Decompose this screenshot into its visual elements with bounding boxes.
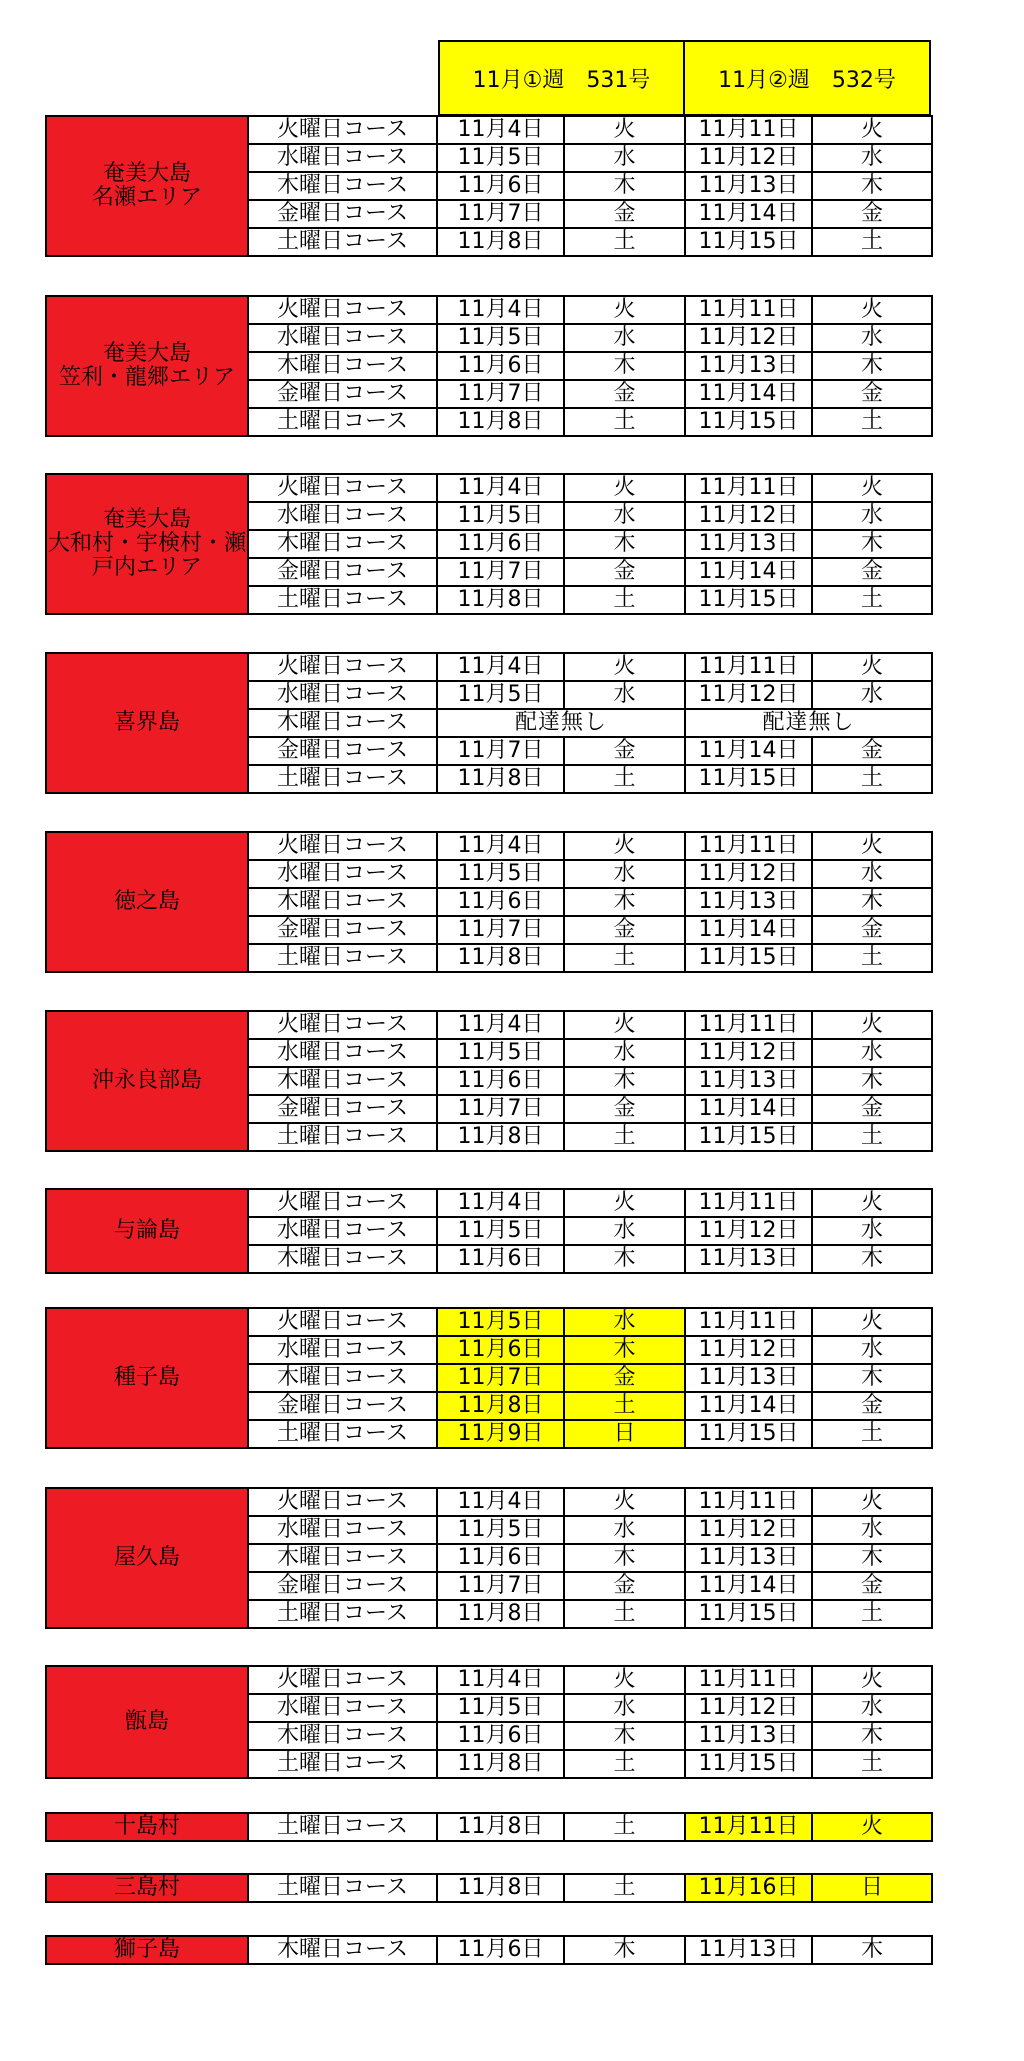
course-cell: 水曜日コース	[248, 1336, 437, 1364]
week2-weekday-cell: 木	[812, 1067, 932, 1095]
week2-weekday-cell: 金	[812, 916, 932, 944]
week2-weekday-cell: 土	[812, 1420, 932, 1448]
week2-date-cell: 11月13日	[685, 1936, 812, 1964]
week1-date-cell: 11月4日	[437, 1488, 564, 1516]
week2-weekday-cell: 金	[812, 1392, 932, 1420]
week2-weekday-cell: 水	[812, 681, 932, 709]
course-cell: 火曜日コース	[248, 1666, 437, 1694]
week1-date-cell: 11月5日	[437, 860, 564, 888]
week2-date-cell: 11月11日	[685, 296, 812, 324]
table-row	[46, 1874, 932, 1902]
course-cell: 木曜日コース	[248, 1544, 437, 1572]
week2-date-cell: 11月11日	[685, 1666, 812, 1694]
week1-weekday-cell: 水	[564, 860, 685, 888]
week1-date-cell: 11月7日	[437, 1572, 564, 1600]
week1-date-cell: 11月6日	[437, 1722, 564, 1750]
week1-date-cell: 11月6日	[437, 1544, 564, 1572]
week1-date-cell: 11月6日	[437, 1067, 564, 1095]
week2-weekday-cell: 木	[812, 1936, 932, 1964]
week2-date-cell: 11月13日	[685, 530, 812, 558]
week1-date-cell: 11月5日	[437, 144, 564, 172]
week2-weekday-cell: 土	[812, 1123, 932, 1151]
week2-date-cell: 11月11日	[685, 1308, 812, 1336]
week1-date-cell: 11月8日	[437, 408, 564, 436]
course-cell: 金曜日コース	[248, 916, 437, 944]
week1-date-cell: 11月6日	[437, 530, 564, 558]
course-cell: 土曜日コース	[248, 765, 437, 793]
course-cell: 土曜日コース	[248, 1420, 437, 1448]
week1-weekday-cell: 金	[564, 200, 685, 228]
area-name-cell: 奄美大島 大和村・宇検村・瀬戸内エリア	[46, 474, 248, 614]
area-name-cell: 三島村	[46, 1874, 248, 1902]
week1-weekday-cell: 火	[564, 1488, 685, 1516]
week1-weekday-cell: 火	[564, 116, 685, 144]
course-cell: 金曜日コース	[248, 558, 437, 586]
week1-weekday-cell: 木	[564, 1245, 685, 1273]
week2-date-cell: 11月16日	[685, 1874, 812, 1902]
week1-weekday-cell: 木	[564, 1936, 685, 1964]
week2-date-cell: 11月12日	[685, 1516, 812, 1544]
week2-weekday-cell: 土	[812, 1750, 932, 1778]
week1-date-cell: 11月5日	[437, 502, 564, 530]
week2-weekday-cell: 水	[812, 502, 932, 530]
week2-weekday-cell: 火	[812, 653, 932, 681]
week1-weekday-cell: 土	[564, 586, 685, 614]
week2-weekday-cell: 木	[812, 888, 932, 916]
week2-date-cell: 11月15日	[685, 1600, 812, 1628]
table-row	[46, 116, 932, 144]
course-cell: 土曜日コース	[248, 408, 437, 436]
course-cell: 土曜日コース	[248, 944, 437, 972]
table-row	[46, 653, 932, 681]
course-cell: 土曜日コース	[248, 1123, 437, 1151]
week1-date-cell: 11月6日	[437, 1936, 564, 1964]
area-schedule-table	[45, 831, 933, 973]
week2-weekday-cell: 木	[812, 1544, 932, 1572]
course-cell: 金曜日コース	[248, 737, 437, 765]
week1-header: 11月①週 531号	[438, 40, 685, 116]
week2-weekday-cell: 日	[812, 1874, 932, 1902]
course-cell: 火曜日コース	[248, 474, 437, 502]
week2-date-cell: 11月13日	[685, 1544, 812, 1572]
week1-date-cell: 11月6日	[437, 172, 564, 200]
week2-date-cell: 11月15日	[685, 765, 812, 793]
week2-weekday-cell: 火	[812, 1189, 932, 1217]
week1-date-cell: 11月8日	[437, 1600, 564, 1628]
week2-weekday-cell: 水	[812, 1694, 932, 1722]
course-cell: 木曜日コース	[248, 888, 437, 916]
week2-date-cell: 11月14日	[685, 200, 812, 228]
week2-date-cell: 11月14日	[685, 380, 812, 408]
week1-date-cell: 11月7日	[437, 1364, 564, 1392]
week2-date-cell: 11月15日	[685, 586, 812, 614]
area-schedule-table	[45, 1873, 933, 1903]
week1-date-cell: 11月8日	[437, 765, 564, 793]
week2-date-cell: 11月15日	[685, 408, 812, 436]
course-cell: 水曜日コース	[248, 144, 437, 172]
area-schedule-table	[45, 473, 933, 615]
week1-date-cell: 11月5日	[437, 681, 564, 709]
course-cell: 金曜日コース	[248, 1095, 437, 1123]
week2-weekday-cell: 土	[812, 586, 932, 614]
course-cell: 木曜日コース	[248, 1936, 437, 1964]
week1-date-cell: 11月4日	[437, 116, 564, 144]
week2-date-cell: 11月14日	[685, 1572, 812, 1600]
week2-weekday-cell: 土	[812, 228, 932, 256]
week2-date-cell: 11月11日	[685, 1011, 812, 1039]
course-cell: 土曜日コース	[248, 1813, 437, 1841]
week2-weekday-cell: 木	[812, 530, 932, 558]
week2-weekday-cell: 金	[812, 380, 932, 408]
week1-date-cell: 11月6日	[437, 888, 564, 916]
week1-date-cell: 11月6日	[437, 1336, 564, 1364]
week2-date-cell: 11月12日	[685, 860, 812, 888]
week2-date-cell: 11月11日	[685, 1813, 812, 1841]
week2-weekday-cell: 火	[812, 1666, 932, 1694]
week2-date-cell: 11月12日	[685, 1336, 812, 1364]
area-name-cell: 与論島	[46, 1189, 248, 1273]
week1-weekday-cell: 火	[564, 1011, 685, 1039]
week1-date-cell: 11月8日	[437, 944, 564, 972]
table-row	[46, 1189, 932, 1217]
week2-date-cell: 11月15日	[685, 1420, 812, 1448]
course-cell: 木曜日コース	[248, 352, 437, 380]
week2-weekday-cell: 木	[812, 1722, 932, 1750]
week2-weekday-cell: 木	[812, 1364, 932, 1392]
week2-weekday-cell: 火	[812, 474, 932, 502]
week2-date-cell: 11月13日	[685, 1067, 812, 1095]
table-row	[46, 1813, 932, 1841]
area-schedule-table	[45, 1010, 933, 1152]
course-cell: 水曜日コース	[248, 324, 437, 352]
course-cell: 火曜日コース	[248, 1488, 437, 1516]
week2-weekday-cell: 水	[812, 1516, 932, 1544]
week1-weekday-cell: 火	[564, 296, 685, 324]
course-cell: 水曜日コース	[248, 502, 437, 530]
week1-date-cell: 11月9日	[437, 1420, 564, 1448]
week2-date-cell: 11月13日	[685, 352, 812, 380]
course-cell: 木曜日コース	[248, 709, 437, 737]
week2-date-cell: 11月12日	[685, 681, 812, 709]
week2-date-cell: 11月12日	[685, 324, 812, 352]
week1-date-cell: 11月4日	[437, 1666, 564, 1694]
course-cell: 火曜日コース	[248, 1189, 437, 1217]
course-cell: 水曜日コース	[248, 1516, 437, 1544]
week2-date-cell: 11月12日	[685, 1694, 812, 1722]
week1-weekday-cell: 水	[564, 502, 685, 530]
area-schedule-table	[45, 295, 933, 437]
week1-date-cell: 11月8日	[437, 1392, 564, 1420]
week1-weekday-cell: 水	[564, 1516, 685, 1544]
week2-date-cell: 11月11日	[685, 474, 812, 502]
week1-weekday-cell: 水	[564, 144, 685, 172]
course-cell: 土曜日コース	[248, 228, 437, 256]
course-cell: 木曜日コース	[248, 1245, 437, 1273]
table-row	[46, 474, 932, 502]
course-cell: 土曜日コース	[248, 586, 437, 614]
week1-date-cell: 11月7日	[437, 737, 564, 765]
week1-date-cell: 11月7日	[437, 380, 564, 408]
area-name-cell: 喜界島	[46, 653, 248, 793]
week2-weekday-cell: 土	[812, 1600, 932, 1628]
week1-date-cell: 11月7日	[437, 558, 564, 586]
week2-date-cell: 11月11日	[685, 653, 812, 681]
area-schedule-table	[45, 1665, 933, 1779]
area-name-cell: 獅子島	[46, 1936, 248, 1964]
course-cell: 火曜日コース	[248, 296, 437, 324]
week1-weekday-cell: 火	[564, 832, 685, 860]
area-name-cell: 屋久島	[46, 1488, 248, 1628]
week2-date-cell: 11月11日	[685, 832, 812, 860]
week2-weekday-cell: 金	[812, 200, 932, 228]
week2-weekday-cell: 金	[812, 737, 932, 765]
week2-weekday-cell: 水	[812, 144, 932, 172]
week2-weekday-cell: 木	[812, 1245, 932, 1273]
course-cell: 火曜日コース	[248, 653, 437, 681]
area-schedule-table	[45, 1935, 933, 1965]
week2-date-cell: 11月12日	[685, 144, 812, 172]
week2-weekday-cell: 水	[812, 1217, 932, 1245]
week1-date-cell: 11月8日	[437, 1750, 564, 1778]
week1-weekday-cell: 金	[564, 916, 685, 944]
week1-date-cell: 11月7日	[437, 916, 564, 944]
week1-date-cell: 11月5日	[437, 1694, 564, 1722]
course-cell: 火曜日コース	[248, 1011, 437, 1039]
area-schedule-table	[45, 1307, 933, 1449]
week2-date-cell: 11月14日	[685, 1392, 812, 1420]
week1-date-cell: 11月8日	[437, 228, 564, 256]
week1-date-cell: 11月5日	[437, 1516, 564, 1544]
table-row	[46, 296, 932, 324]
week1-weekday-cell: 木	[564, 172, 685, 200]
week2-date-cell: 11月13日	[685, 1364, 812, 1392]
week1-weekday-cell: 木	[564, 1544, 685, 1572]
week1-weekday-cell: 水	[564, 681, 685, 709]
course-cell: 水曜日コース	[248, 1694, 437, 1722]
week2-date-cell: 11月15日	[685, 228, 812, 256]
week1-weekday-cell: 水	[564, 1308, 685, 1336]
week1-weekday-cell: 土	[564, 1813, 685, 1841]
week1-weekday-cell: 土	[564, 1392, 685, 1420]
week1-date-cell: 11月6日	[437, 352, 564, 380]
week1-weekday-cell: 水	[564, 1039, 685, 1067]
week2-weekday-cell: 土	[812, 944, 932, 972]
week1-weekday-cell: 土	[564, 1600, 685, 1628]
week1-date-cell: 11月5日	[437, 1308, 564, 1336]
week2-date-cell: 11月11日	[685, 1189, 812, 1217]
table-row	[46, 832, 932, 860]
course-cell: 土曜日コース	[248, 1750, 437, 1778]
week1-weekday-cell: 土	[564, 944, 685, 972]
week1-weekday-cell: 土	[564, 1123, 685, 1151]
week1-date-cell: 11月4日	[437, 474, 564, 502]
week1-weekday-cell: 火	[564, 1189, 685, 1217]
week2-date-cell: 11月13日	[685, 1722, 812, 1750]
week1-date-cell: 11月7日	[437, 1095, 564, 1123]
week2-date-cell: 11月13日	[685, 888, 812, 916]
week1-weekday-cell: 土	[564, 408, 685, 436]
course-cell: 木曜日コース	[248, 1364, 437, 1392]
week2-weekday-cell: 水	[812, 1336, 932, 1364]
week1-weekday-cell: 土	[564, 228, 685, 256]
table-row	[46, 1488, 932, 1516]
area-name-cell: 種子島	[46, 1308, 248, 1448]
course-cell: 金曜日コース	[248, 200, 437, 228]
course-cell: 土曜日コース	[248, 1874, 437, 1902]
week1-weekday-cell: 土	[564, 765, 685, 793]
week1-weekday-cell: 木	[564, 888, 685, 916]
week1-weekday-cell: 水	[564, 324, 685, 352]
week2-date-cell: 11月13日	[685, 1245, 812, 1273]
course-cell: 火曜日コース	[248, 832, 437, 860]
week2-weekday-cell: 金	[812, 1095, 932, 1123]
week1-weekday-cell: 土	[564, 1874, 685, 1902]
week2-header: 11月②週 532号	[683, 40, 931, 116]
area-schedule-table	[45, 1487, 933, 1629]
week2-date-cell: 11月14日	[685, 737, 812, 765]
course-cell: 水曜日コース	[248, 860, 437, 888]
course-cell: 火曜日コース	[248, 116, 437, 144]
course-cell: 水曜日コース	[248, 1217, 437, 1245]
week1-weekday-cell: 土	[564, 1750, 685, 1778]
week1-weekday-cell: 木	[564, 1336, 685, 1364]
area-name-cell: 徳之島	[46, 832, 248, 972]
table-row	[46, 1666, 932, 1694]
week2-weekday-cell: 金	[812, 1572, 932, 1600]
course-cell: 木曜日コース	[248, 172, 437, 200]
week1-date-cell: 11月7日	[437, 200, 564, 228]
week1-weekday-cell: 木	[564, 1067, 685, 1095]
week2-date-cell: 11月12日	[685, 1039, 812, 1067]
area-name-cell: 甑島	[46, 1666, 248, 1778]
week2-weekday-cell: 土	[812, 765, 932, 793]
course-cell: 木曜日コース	[248, 1722, 437, 1750]
week1-date-cell: 11月5日	[437, 1039, 564, 1067]
week1-date-cell: 11月8日	[437, 1874, 564, 1902]
course-cell: 木曜日コース	[248, 530, 437, 558]
area-schedule-table	[45, 1812, 933, 1842]
area-schedule-table	[45, 1188, 933, 1274]
week2-date-cell: 11月14日	[685, 558, 812, 586]
week2-weekday-cell: 水	[812, 860, 932, 888]
table-row	[46, 1011, 932, 1039]
week1-weekday-cell: 金	[564, 1095, 685, 1123]
week1-date-cell: 11月5日	[437, 1217, 564, 1245]
area-name-cell: 奄美大島 笠利・龍郷エリア	[46, 296, 248, 436]
week1-weekday-cell: 水	[564, 1217, 685, 1245]
week2-weekday-cell: 火	[812, 832, 932, 860]
week1-date-cell: 11月4日	[437, 296, 564, 324]
week1-date-cell: 11月4日	[437, 653, 564, 681]
week2-weekday-cell: 水	[812, 324, 932, 352]
week1-weekday-cell: 金	[564, 1364, 685, 1392]
course-cell: 水曜日コース	[248, 681, 437, 709]
week1-weekday-cell: 火	[564, 1666, 685, 1694]
week1-weekday-cell: 木	[564, 530, 685, 558]
area-schedule-table	[45, 115, 933, 257]
week1-weekday-cell: 火	[564, 653, 685, 681]
week2-date-cell: 11月12日	[685, 1217, 812, 1245]
no-delivery-cell: 配達無し	[437, 709, 685, 737]
course-cell: 水曜日コース	[248, 1039, 437, 1067]
area-schedule-table	[45, 652, 933, 794]
week1-date-cell: 11月5日	[437, 324, 564, 352]
week2-date-cell: 11月15日	[685, 944, 812, 972]
area-name-cell: 沖永良部島	[46, 1011, 248, 1151]
week2-weekday-cell: 土	[812, 408, 932, 436]
course-cell: 金曜日コース	[248, 1392, 437, 1420]
week2-date-cell: 11月11日	[685, 1488, 812, 1516]
week2-date-cell: 11月14日	[685, 916, 812, 944]
week2-weekday-cell: 火	[812, 1011, 932, 1039]
course-cell: 金曜日コース	[248, 380, 437, 408]
week1-date-cell: 11月6日	[437, 1245, 564, 1273]
week1-weekday-cell: 金	[564, 380, 685, 408]
week2-weekday-cell: 火	[812, 296, 932, 324]
week1-weekday-cell: 木	[564, 1722, 685, 1750]
week1-date-cell: 11月8日	[437, 1813, 564, 1841]
week2-weekday-cell: 火	[812, 1488, 932, 1516]
area-name-cell: 十島村	[46, 1813, 248, 1841]
week2-date-cell: 11月11日	[685, 116, 812, 144]
table-row	[46, 1936, 932, 1964]
week1-weekday-cell: 金	[564, 1572, 685, 1600]
week1-weekday-cell: 日	[564, 1420, 685, 1448]
week2-date-cell: 11月15日	[685, 1123, 812, 1151]
week1-date-cell: 11月8日	[437, 1123, 564, 1151]
week2-date-cell: 11月13日	[685, 172, 812, 200]
course-cell: 火曜日コース	[248, 1308, 437, 1336]
week2-weekday-cell: 金	[812, 558, 932, 586]
no-delivery-cell: 配達無し	[685, 709, 932, 737]
week1-weekday-cell: 金	[564, 737, 685, 765]
course-cell: 木曜日コース	[248, 1067, 437, 1095]
week2-date-cell: 11月14日	[685, 1095, 812, 1123]
week1-weekday-cell: 金	[564, 558, 685, 586]
week1-weekday-cell: 水	[564, 1694, 685, 1722]
week2-weekday-cell: 火	[812, 1308, 932, 1336]
week1-date-cell: 11月8日	[437, 586, 564, 614]
week2-weekday-cell: 木	[812, 352, 932, 380]
week1-weekday-cell: 木	[564, 352, 685, 380]
week2-weekday-cell: 木	[812, 172, 932, 200]
week1-date-cell: 11月4日	[437, 1011, 564, 1039]
week1-date-cell: 11月4日	[437, 832, 564, 860]
week2-date-cell: 11月12日	[685, 502, 812, 530]
week2-weekday-cell: 水	[812, 1039, 932, 1067]
week1-weekday-cell: 火	[564, 474, 685, 502]
course-cell: 土曜日コース	[248, 1600, 437, 1628]
week2-date-cell: 11月15日	[685, 1750, 812, 1778]
week2-weekday-cell: 火	[812, 116, 932, 144]
table-row	[46, 1308, 932, 1336]
week2-weekday-cell: 火	[812, 1813, 932, 1841]
course-cell: 金曜日コース	[248, 1572, 437, 1600]
week1-date-cell: 11月4日	[437, 1189, 564, 1217]
area-name-cell: 奄美大島 名瀬エリア	[46, 116, 248, 256]
